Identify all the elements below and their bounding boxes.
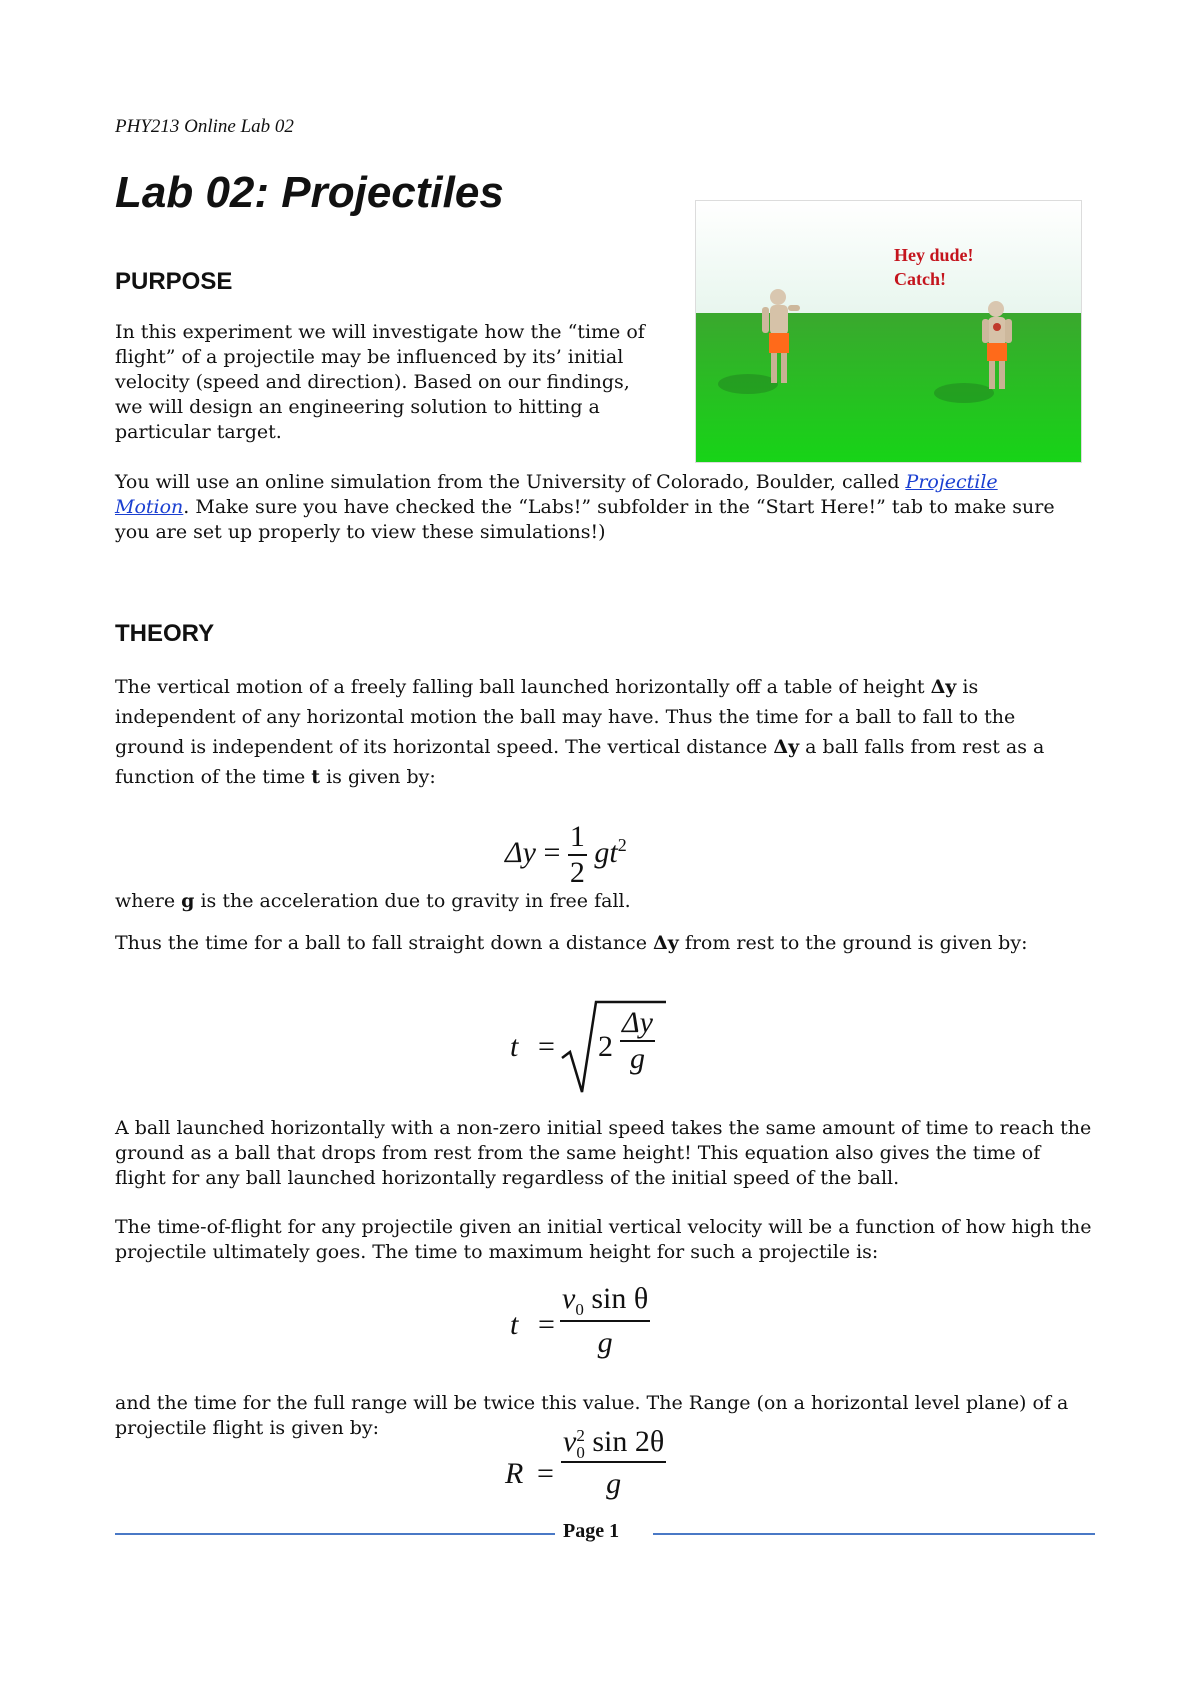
eq2-lhs: t bbox=[510, 1030, 519, 1063]
eq4-v: v bbox=[563, 1425, 577, 1458]
catch-scene-illustration bbox=[696, 201, 1081, 462]
text-run: where bbox=[115, 890, 182, 912]
course-header: PHY213 Online Lab 02 bbox=[115, 116, 294, 137]
eq3-fraction bbox=[560, 1282, 650, 1360]
eq1-rhs: gt bbox=[594, 835, 618, 869]
footer-rule-left bbox=[115, 1533, 555, 1535]
theory-heading: THEORY bbox=[115, 620, 215, 647]
eq1-numerator: 1 bbox=[569, 820, 585, 853]
text-run: The vertical motion of a freely falling ball launched horizontally off a table of height bbox=[115, 676, 931, 698]
eq3-subscript: 0 bbox=[575, 1300, 584, 1319]
eq4-lhs: R bbox=[505, 1457, 524, 1490]
eq4-numerator bbox=[561, 1425, 666, 1461]
theory-paragraph-3 bbox=[115, 928, 1075, 958]
eq3-equals: = bbox=[538, 1308, 555, 1341]
eq3-denominator: g bbox=[560, 1320, 650, 1360]
eq4-denominator: g bbox=[561, 1461, 666, 1501]
simulation-intro-after: . Make sure you have checked the “Labs!” subfolder in the “Start Here!” tab to make sure you are set up properly to view these simulations!) bbox=[115, 496, 1055, 543]
page-number: Page 1 bbox=[563, 1520, 620, 1542]
eq4-fraction bbox=[561, 1425, 666, 1501]
caption-line-1: Hey dude! bbox=[894, 245, 974, 265]
eq3-numerator bbox=[560, 1282, 650, 1320]
eq4-superscript: 2 bbox=[576, 1426, 585, 1446]
purpose-paragraph: In this experiment we will investigate how the “time of flight” of a projectile may be influenced by its’ initial velocity (speed and direction). Based on our findings, we will design an engineering solution to hitting a particular target. bbox=[115, 321, 645, 443]
g-symbol: g bbox=[181, 890, 195, 912]
text-run: is the acceleration due to gravity in free fall. bbox=[194, 890, 631, 912]
simulation-intro-before: You will use an online simulation from the University of Colorado, Boulder, called bbox=[115, 471, 906, 493]
eq4-sup-sub bbox=[576, 1427, 585, 1461]
t-symbol: t bbox=[311, 766, 321, 788]
text-run: Thus the time for a ball to fall straight down a distance bbox=[115, 932, 653, 954]
eq1-exponent: 2 bbox=[617, 834, 627, 855]
text-run: from rest to the ground is given by: bbox=[678, 932, 1028, 954]
eq2-equals: = bbox=[538, 1030, 555, 1063]
eq3-v: v bbox=[562, 1282, 576, 1315]
eq2-denominator: g bbox=[620, 1040, 655, 1076]
simulation-image bbox=[695, 200, 1082, 463]
eq1-lhs: Δy bbox=[505, 835, 536, 869]
text-run: is given by: bbox=[320, 766, 436, 788]
theory-paragraph-4: A ball launched horizontally with a non-zero initial speed takes the same amount of time to reach the ground as a ball that drops from rest from the same height! This equation also gives the time of flight for any ball launched horizontally regardless of the initial speed of the ball. bbox=[115, 1117, 1092, 1189]
text-run: is independent of any horizontal motion the ball may have. Thus the time for a ball to fall to the ground is independent of its horizontal speed. The vertical distance bbox=[115, 676, 1016, 758]
simulation-intro bbox=[115, 470, 1075, 545]
eq1-equals: = bbox=[543, 835, 561, 869]
projectile-motion-link[interactable]: Projectile Motion bbox=[115, 471, 998, 518]
eq3-lhs: t bbox=[510, 1308, 519, 1341]
theory-paragraph-1 bbox=[115, 672, 1075, 792]
equation-fall-distance bbox=[505, 820, 627, 890]
eq2-fraction bbox=[620, 1006, 655, 1076]
eq1-denominator: 2 bbox=[569, 856, 585, 889]
eq4-sin-2theta: sin 2θ bbox=[584, 1425, 665, 1458]
eq2-numerator: Δy bbox=[622, 1006, 653, 1039]
footer-rule-right bbox=[653, 1533, 1095, 1535]
eq4-subscript: 0 bbox=[576, 1443, 585, 1463]
eq1-fraction bbox=[568, 820, 587, 890]
eq4-equals: = bbox=[537, 1457, 554, 1490]
text-run: a ball falls from rest as a function of the time bbox=[115, 736, 1045, 788]
delta-y-symbol: Δy bbox=[652, 932, 679, 954]
caption-line-2: Catch! bbox=[894, 269, 946, 289]
theory-paragraph-2 bbox=[115, 886, 1075, 916]
theory-paragraph-5: The time-of-flight for any projectile given an initial vertical velocity will be a function of how high the projectile ultimately goes. The time to maximum height for such a projectile is: bbox=[115, 1216, 1092, 1263]
delta-y-symbol: Δy bbox=[930, 676, 957, 698]
eq2-coefficient: 2 bbox=[598, 1030, 613, 1063]
page-title: Lab 02: Projectiles bbox=[115, 168, 504, 217]
theory-paragraph-6: and the time for the full range will be twice this value. The Range (on a horizontal level plane) of a projectile flight is given by: bbox=[115, 1392, 1069, 1439]
purpose-heading: PURPOSE bbox=[115, 268, 233, 295]
eq3-sin-theta: sin θ bbox=[583, 1282, 649, 1315]
delta-y-symbol: Δy bbox=[773, 736, 800, 758]
